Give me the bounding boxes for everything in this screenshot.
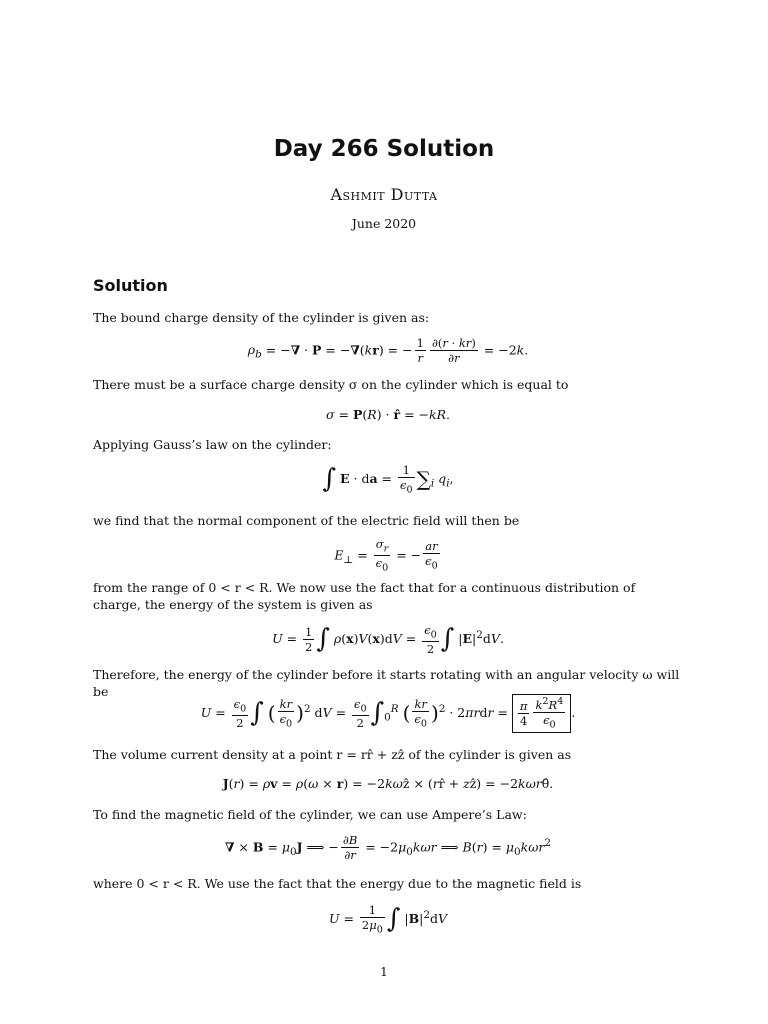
equation-energy-general: U = $\frac{1}{2}$ ∫ ρ(x)V(x)dV = $\frac{\epsilon_0}{2}$ ∫ $|E|^2dV$. xyxy=(272,622,504,656)
paragraph-gauss-law: Applying Gauss’s law on the cylinder: xyxy=(93,437,332,452)
section-heading: Solution xyxy=(93,276,168,295)
equation-ampere-law: ∇ × $B = \mu_0J$ ⟹ − $\frac{\partial B}{\partial r}$ = $-2\mu_0k\omega r$ ⟹ $B(r) = \mu_0k\omega r^2$ xyxy=(225,833,551,863)
paragraph-surface-charge: There must be a surface charge density σ on the cylinder which is equal to xyxy=(93,377,569,392)
equation-cylinder-energy: U = $\frac{\epsilon_0}{2}$ ∫ ( $\frac{kr}{\epsilon_0}$ )$^2$ dV = $\frac{\epsilon_0}{2}$ $\int_0^R$ ( $\frac{kr}{\epsilon_0}$ )$^2$ · 2πrdr = $\frac{\pi}{4}$ $\frac{k^2R^4}{\epsilon_0}$ . xyxy=(93,694,683,733)
paragraph-energy-before-rotation: Therefore, the energy of the cylinder before it starts rotating with an angular velocity ω will be xyxy=(93,667,680,699)
page-title: Day 266 Solution xyxy=(273,136,495,162)
paragraph-current-density: The volume current density at a point r = rr̂ + zẑ of the cylinder is given as xyxy=(93,747,572,762)
equation-magnetic-energy: U = $\frac{1}{2\mu_0}$ ∫ $|B|^2dV$ xyxy=(328,902,448,936)
publication-date: June 2020 xyxy=(351,216,417,231)
paragraph-magnetic-energy: where 0 < r < R. We use the fact that the energy due to the magnetic field is xyxy=(93,876,582,891)
equation-surface-charge: σ = P(R) · r̂ = −kR. xyxy=(326,407,450,422)
equation-current-density: J(r) = ρv = ρ(ω × r) = −2kωẑ × (rr̂ + zẑ) = −2kωrθ̂. xyxy=(222,776,554,791)
paragraph-bound-charge: The bound charge density of the cylinder is given as: xyxy=(93,310,430,325)
paragraph-energy-distribution: from the range of 0 < r < R. We now use the fact that for a continuous distribution of charge, the energy of the system is given as xyxy=(93,580,636,612)
equation-gauss-law: ∫ E · da = $\frac{1}{\epsilon_0}$ $\sum_i$ $q_i$, xyxy=(322,462,454,496)
page-number: 1 xyxy=(380,965,388,979)
equation-normal-field: $E_\perp$ = $\frac{\sigma_r}{\epsilon_0}$ = − $\frac{ar}{\epsilon_0}$ xyxy=(334,537,438,574)
paragraph-normal-component: we find that the normal component of the electric field will then be xyxy=(93,513,520,528)
equation-bound-charge-density: $\rho_b$ = −∇ · P = −∇(kr) = − $\frac{1}{r}$ $\frac{\partial(r \cdot kr)}{\partial r}$ = −2k. xyxy=(247,336,529,366)
author-name: Ashmit Dutta xyxy=(330,185,438,204)
paragraph-ampere-law: To find the magnetic field of the cylinder, we can use Ampere’s Law: xyxy=(93,807,527,822)
